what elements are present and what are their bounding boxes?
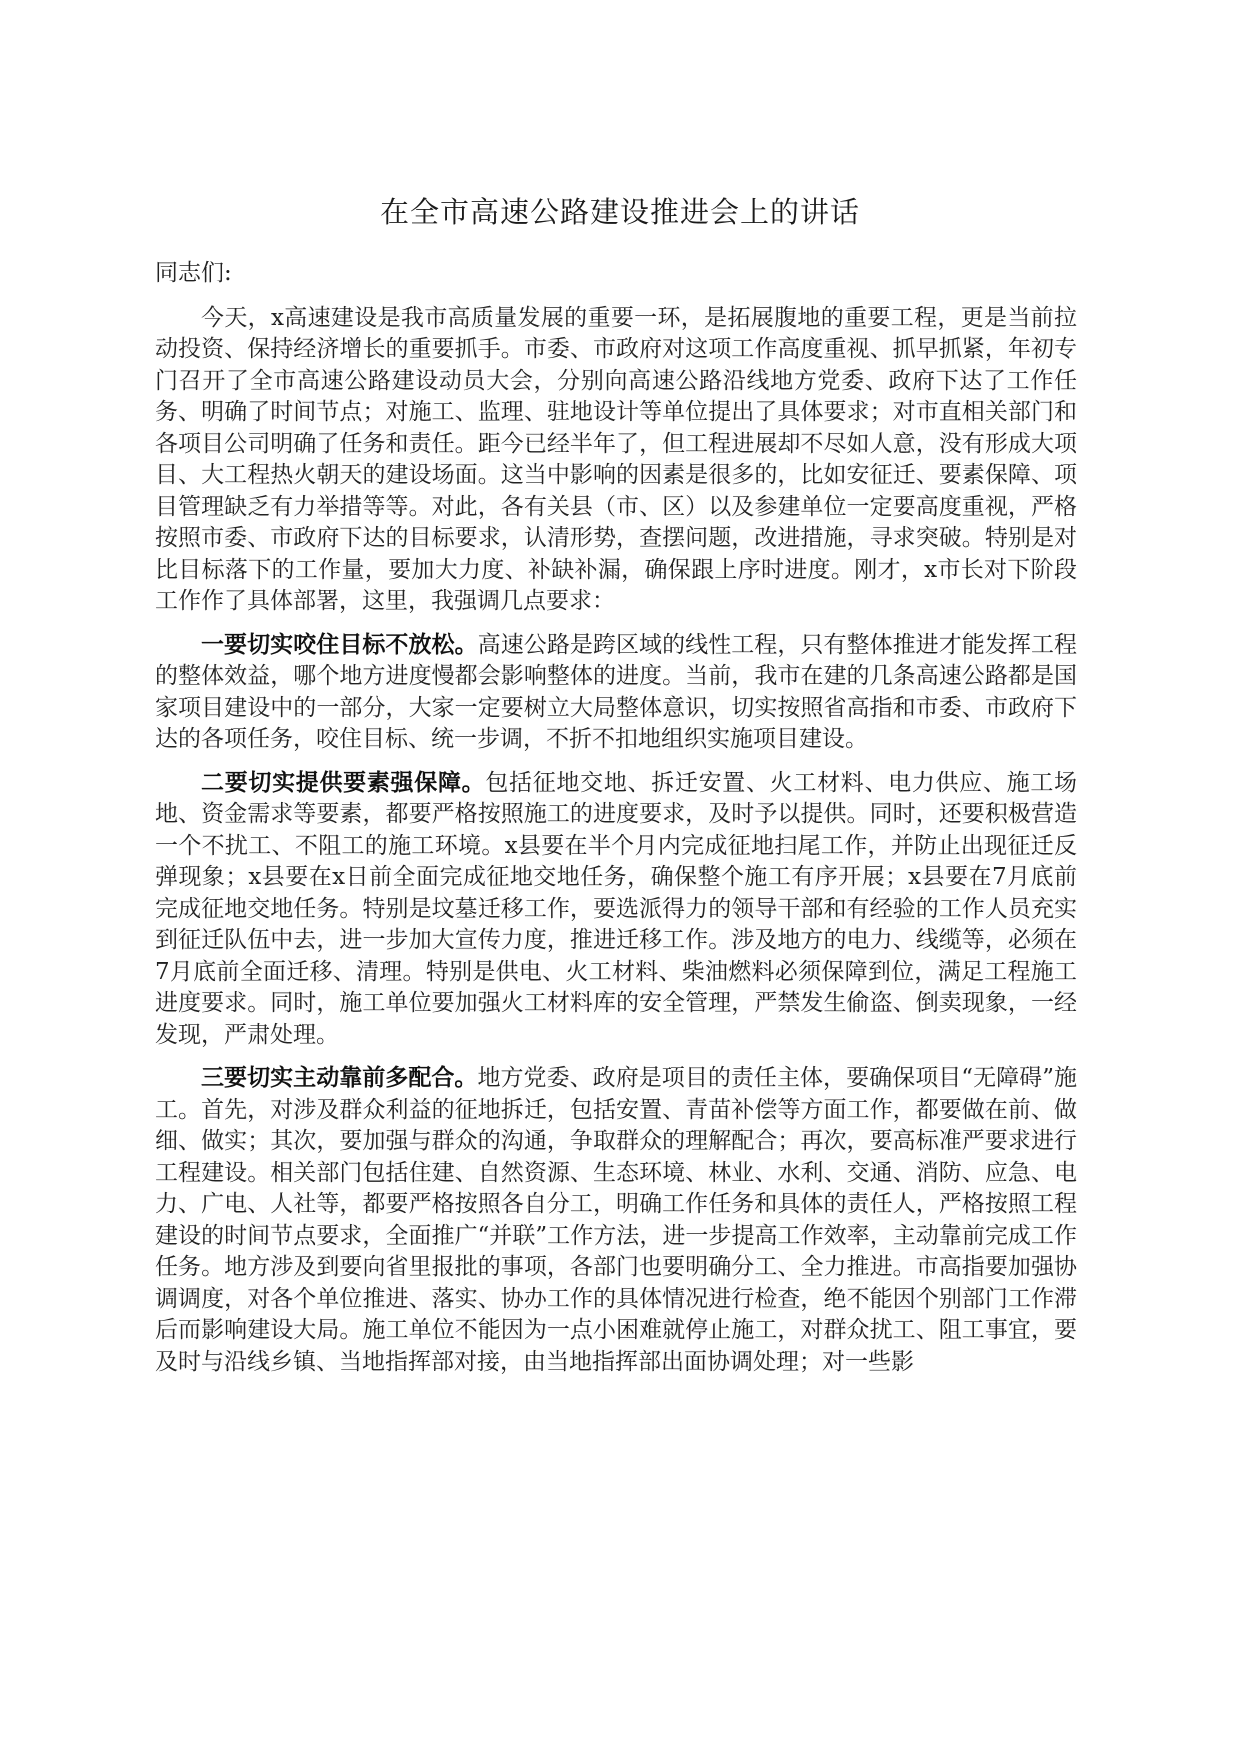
section-text-1: 高速公路是跨区域的线性工程，只有整体推进才能发挥工程的整体效益，哪个地方进度慢都会影响整体的进度。当前，我市在建的几条高速公路都是国家项目建设中的一部分，大家一定要树立大局整体意识，切实按照省高指和市委、市政府下达的各项任务，咬住目标、统一步调，不折不扣地组织实施项目建设。 [155, 631, 1078, 752]
section-heading-2: 二要切实提供要素强保障。 [201, 769, 486, 796]
section-heading-3: 三要切实主动靠前多配合。 [201, 1065, 478, 1091]
section-heading-1: 一要切实咬住目标不放松。 [201, 631, 478, 658]
section-paragraph-3 [155, 1063, 1077, 1378]
intro-paragraph: 今天，x高速建设是我市高质量发展的重要一环，是拓展腹地的重要工程，更是当前拉动投资、保持经济增长的重要抓手。市委、市政府对这项工作高度重视、抓早抓紧，年初专门召开了全市高速公路建设动员大会，分别向高速公路沿线地方党委、政府下达了工作任务、明确了时间节点；对施工、监理、驻地设计等单位提出了具体要求；对市直相关部门和各项目公司明确了任务和责任。距今已经半年了，但工程进展却不尽如人意，没有形成大项目、大工程热火朝天的建设场面。这当中影响的因素是很多的，比如安征迁、要素保障、项目管理缺乏有力举措等等。对此，各有关县（市、区）以及参建单位一定要高度重视，严格按照市委、市政府下达的目标要求，认清形势，查摆问题，改进措施，寻求突破。特别是对比目标落下的工作量，要加大力度、补缺补漏，确保跟上序时进度。刚才，x市长对下阶段工作作了具体部署，这里，我强调几点要求： [155, 304, 1077, 614]
section-paragraph-2 [155, 768, 1077, 1052]
section-text-3: 地方党委、政府是项目的责任主体，要确保项目“无障碍”施工。首先，对涉及群众利益的征地拆迁，包括安置、青苗补偿等方面工作，都要做在前、做细、做实；其次，要加强与群众的沟通，争取群众的理解配合；再次，要高标准严要求进行工程建设。相关部门包括住建、自然资源、生态环境、林业、水利、交通、消防、应急、电力、广电、人社等，都要严格按照各自分工，明确工作任务和具体的责任人，严格按照工程建设的时间节点要求，全面推广“并联”工作方法，进一步提高工作效率，主动靠前完成工作任务。地方涉及到要向省里报批的事项，各部门也要明确分工、全力推进。市高指要加强协调调度，对各个单位推进、落实、协办工作的具体情况进行检查，绝不能因个别部门工作滞后而影响建设大局。施工单位不能因为一点小困难就停止施工，对群众扰工、阻工事宜，要及时与沿线乡镇、当地指挥部对接，由当地指挥部出面协调处理；对一些影 [155, 1065, 1077, 1375]
section-text-2: 包括征地交地、拆迁安置、火工材料、电力供应、施工场地、资金需求等要素，都要严格按照施工的进度要求，及时予以提供。同时，还要积极营造一个不扰工、不阻工的施工环境。x县要在半个月内完成征地扫尾工作，并防止出现征迁反弹现象；x县要在x日前全面完成征地交地任务，确保整个施工有序开展；x县要在7月底前完成征地交地任务。特别是坟墓迁移工作，要选派得力的领导干部和有经验的工作人员充实到征迁队伍中去，进一步加大宣传力度，推进迁移工作。涉及地方的电力、线缆等，必须在7月底前全面迁移、清理。特别是供电、火工材料、柴油燃料必须保障到位，满足工程施工进度要求。同时，施工单位要加强火工材料库的安全管理，严禁发生偷盗、倒卖现象，一经发现，严肃处理。 [155, 769, 1078, 1048]
salutation: 同志们: [155, 260, 232, 286]
document-body [155, 258, 1077, 1390]
document-title: 在全市高速公路建设推进会上的讲话 [379, 195, 860, 229]
section-paragraph-1 [155, 630, 1077, 756]
